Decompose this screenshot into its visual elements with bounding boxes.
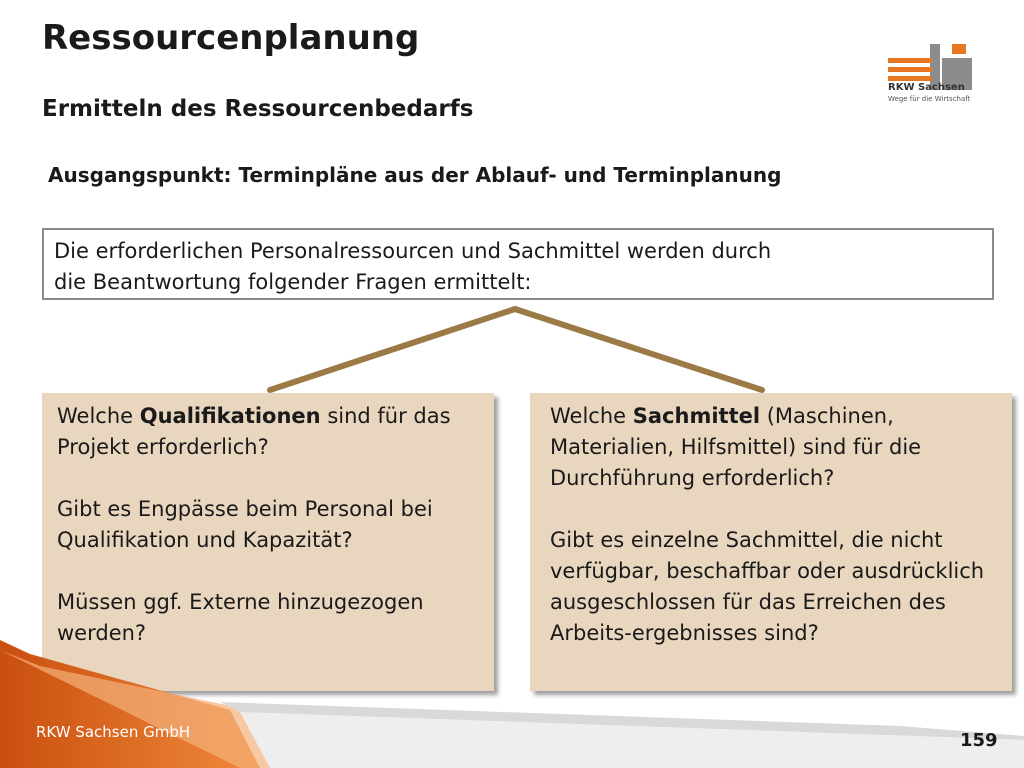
footer-company: RKW Sachsen GmbH (36, 723, 191, 741)
logo-name: RKW Sachsen (888, 82, 965, 93)
bottleneck-question: Gibt es Engpässe beim Personal bei Qualifikation und Kapazität? (57, 497, 433, 552)
intro-line-1: Die erforderlichen Personalressourcen und Sachmittel werden durch (54, 239, 772, 263)
material-question: Welche Sachmittel (Maschinen, Materialien, Hilfsmittel) sind für die Durchführung erforderlich? (550, 404, 922, 490)
page-number: 159 (960, 730, 998, 751)
external-question: Müssen ggf. Externe hinzugezogen werden? (57, 590, 424, 645)
slide-title: Ressourcenplanung (42, 18, 420, 58)
slide-subtitle: Ermitteln des Ressourcenbedarfs (42, 96, 474, 122)
logo-tagline: Wege für die Wirtschaft (888, 95, 971, 103)
availability-question: Gibt es einzelne Sachmittel, die nicht verfügbar, beschaffbar oder ausdrücklich ausgeschlossen für das Erreichen des Arbeits-ergebnisses sind? (550, 528, 985, 645)
intro-line-2: die Beantwortung folgender Fragen ermittelt: (54, 270, 532, 294)
footer-decoration (0, 640, 1024, 768)
qualifications-question: Welche Qualifikationen sind für das Projekt erforderlich? (57, 404, 451, 459)
starting-point-heading: Ausgangspunkt: Terminpläne aus der Ablauf- und Terminplanung (48, 163, 782, 187)
